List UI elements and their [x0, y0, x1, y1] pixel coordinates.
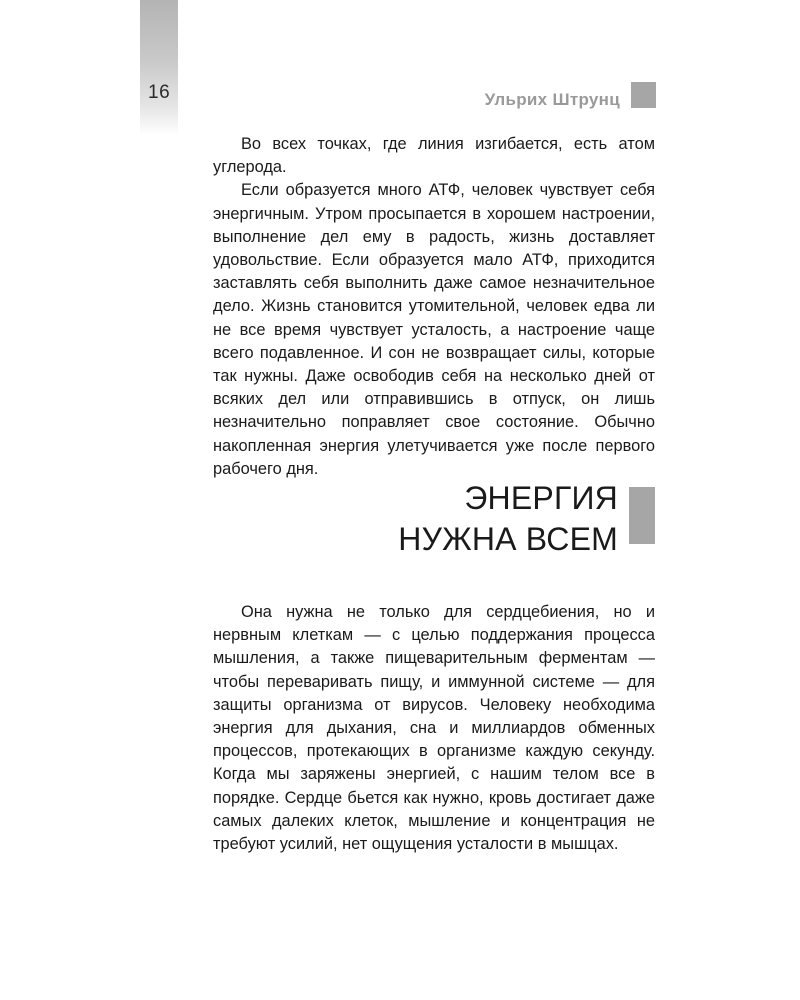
section-heading-line-1: ЭНЕРГИЯ — [464, 480, 618, 516]
page-number: 16 — [148, 82, 171, 103]
section-text-block — [213, 601, 655, 856]
header-gray-block — [631, 82, 656, 108]
page-edge-gradient-band — [140, 0, 178, 135]
section-heading — [398, 478, 618, 560]
section-heading-line-2: НУЖНА ВСЕМ — [398, 521, 618, 557]
heading-gray-block — [629, 487, 655, 544]
paragraph: Во всех точках, где линия изгибается, есть атом углерода. — [213, 135, 655, 177]
paragraph: Она нужна не только для сердцебиения, но и нервным клеткам — с целью поддержания процесса мышления, а также пищеварительным ферментам — чтобы переваривать пищу, и иммунной системе — для защиты организма от вирусов. Человеку необходима энергия для дыхания, сна и миллиардов обменных процессов, протекающих в организме каждую секунду. Когда мы заряжены энергией, с нашим телом все в порядке. Сердце бьется как нужно, кровь достигает даже самых далеких клеток, мышление и концентрация не требуют усилий, нет ощущения усталости в мышцах. — [213, 603, 655, 854]
paragraph: Если образуется много АТФ, человек чувствует себя энергичным. Утром просыпается в хорошем настроении, выполнение дел ему в радость, жизнь доставляет удовольствие. Если образуется мало АТФ, приходится заставлять себя выполнить даже самое незначительное дело. Жизнь становится утомительной, человек едва ли не все время чувствует усталость, а настроение чаще всего подавленное. И сон не возвращает силы, которые так нужны. Даже освободив себя на несколько дней от всяких дел или отправившись в отпуск, он лишь незначительно поправляет свое состояние. Обычно накопленная энергия улетучивается уже после первого рабочего дня. — [213, 181, 655, 478]
running-header-author: Ульрих Штрунц — [484, 90, 620, 109]
top-text-block — [213, 133, 655, 481]
